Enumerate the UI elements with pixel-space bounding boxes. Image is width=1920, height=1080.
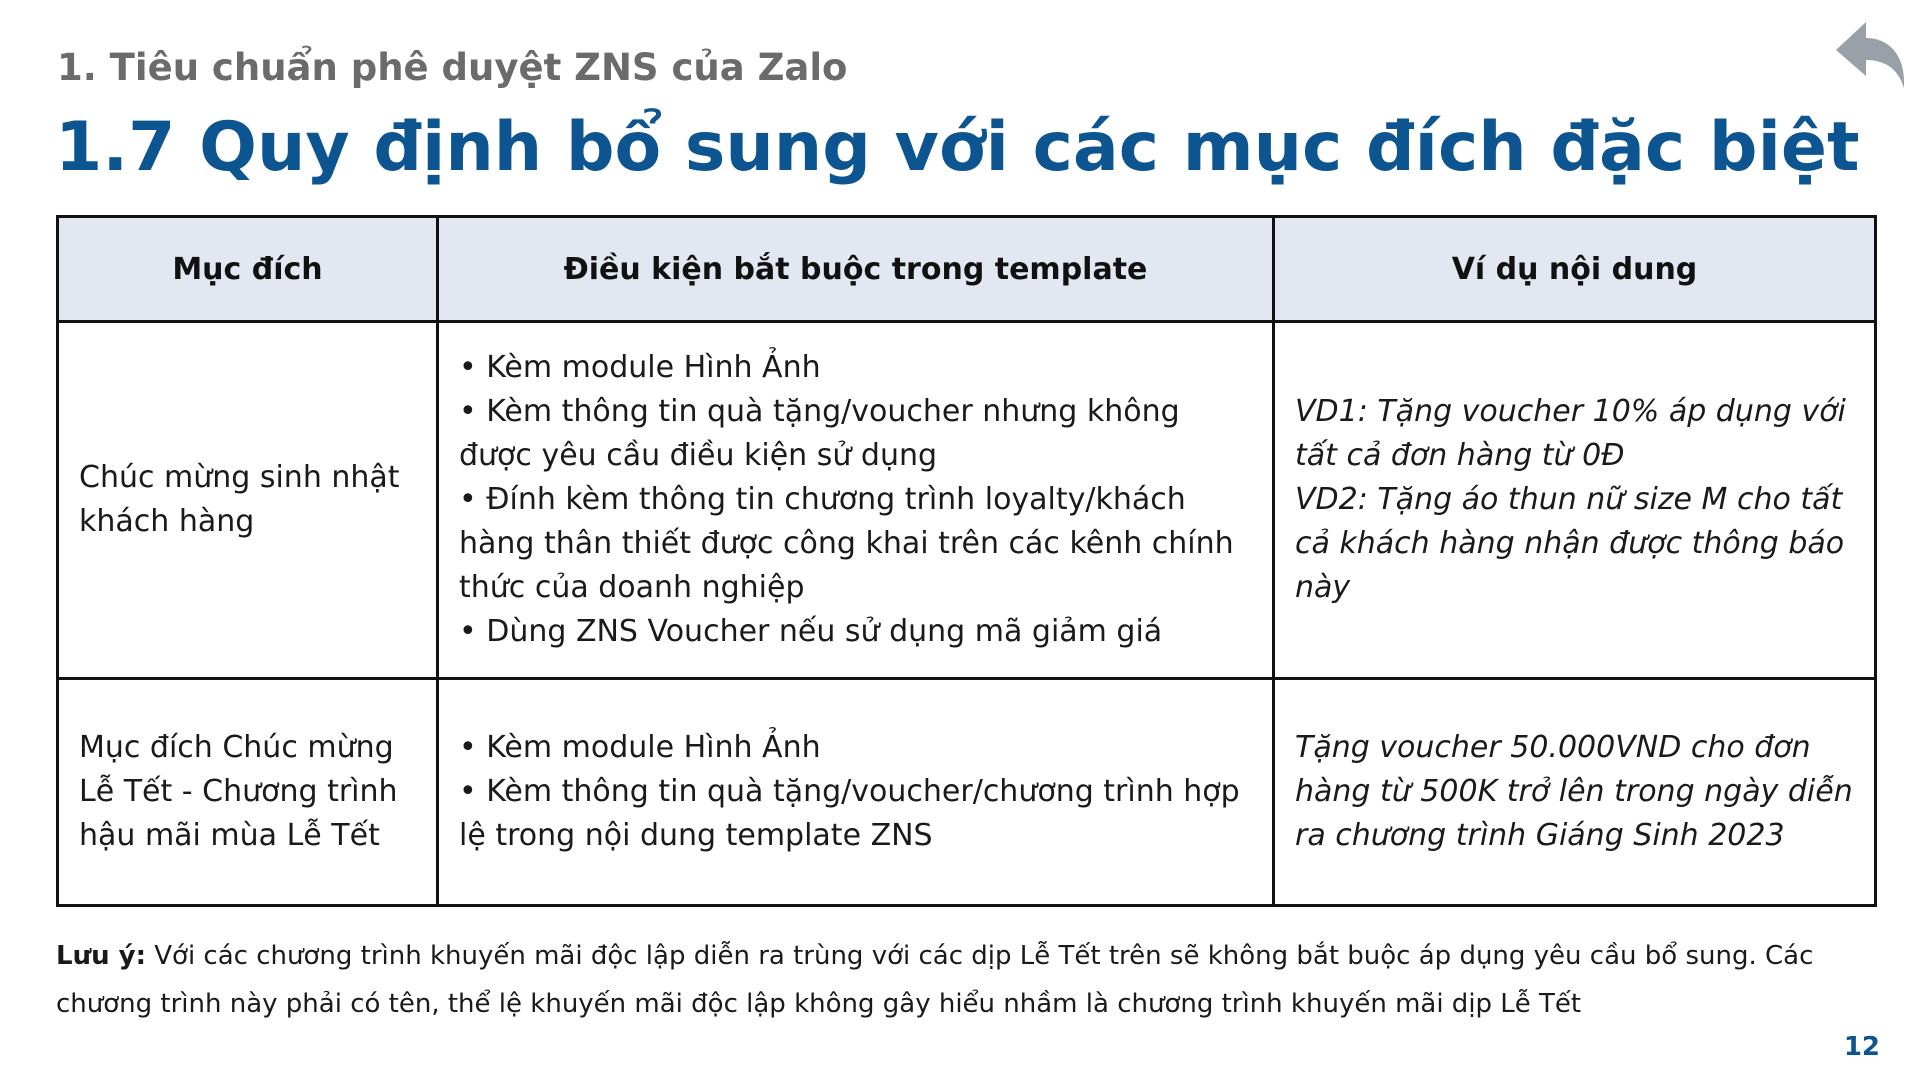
- section-label: 1. Tiêu chuẩn phê duyệt ZNS của Zalo: [57, 46, 848, 89]
- page-number: 12: [1843, 1032, 1880, 1062]
- condition-item: • Kèm thông tin quà tặng/voucher/chương trình hợp lệ trong nội dung template ZNS: [459, 774, 1240, 853]
- purpose-cell: Chúc mừng sinh nhật khách hàng: [58, 322, 438, 679]
- purpose-cell: Mục đích Chúc mừng Lễ Tết - Chương trình hậu mãi mùa Lễ Tết: [58, 679, 438, 906]
- example-item: VD2: Tặng áo thun nữ size M cho tất cả khách hàng nhận được thông báo này: [1295, 482, 1845, 605]
- note-text: Với các chương trình khuyến mãi độc lập diễn ra trùng với các dịp Lễ Tết trên sẽ không bắt buộc áp dụng yêu cầu bổ sung. Các chương trình này phải có tên, thể lệ khuyến mãi độc lập không gây hiểu nhầm là chương trình khuyến mãi dịp Lễ Tết: [56, 941, 1814, 1019]
- condition-item: • Kèm module Hình Ảnh: [459, 730, 821, 765]
- note-label: Lưu ý:: [56, 941, 146, 971]
- back-button[interactable]: [1832, 20, 1908, 96]
- examples-cell: [1274, 322, 1876, 679]
- conditions-cell: [438, 322, 1274, 679]
- back-arrow-icon: [1832, 20, 1908, 96]
- header-purpose: Mục đích: [58, 217, 438, 322]
- condition-item: • Đính kèm thông tin chương trình loyalty/khách hàng thân thiết được công khai trên các kênh chính thức của doanh nghiệp: [459, 482, 1234, 605]
- table-row: [58, 322, 1876, 679]
- table-header-row: [58, 217, 1876, 322]
- examples-cell: [1274, 679, 1876, 906]
- page-title: 1.7 Quy định bổ sung với các mục đích đặc biệt: [55, 108, 1860, 187]
- conditions-list: [459, 346, 1252, 654]
- conditions-list: [459, 726, 1252, 858]
- note: [56, 932, 1816, 1028]
- example-item: VD1: Tặng voucher 10% áp dụng với tất cả đơn hàng từ 0Đ: [1295, 394, 1846, 473]
- condition-item: • Kèm thông tin quà tặng/voucher nhưng không được yêu cầu điều kiện sử dụng: [459, 394, 1180, 473]
- header-conditions: Điều kiện bắt buộc trong template: [438, 217, 1274, 322]
- condition-item: • Kèm module Hình Ảnh: [459, 350, 821, 385]
- rules-table: [56, 215, 1877, 907]
- table-row: [58, 679, 1876, 906]
- condition-item: • Dùng ZNS Voucher nếu sử dụng mã giảm giá: [459, 614, 1163, 649]
- header-examples: Ví dụ nội dung: [1274, 217, 1876, 322]
- conditions-cell: [438, 679, 1274, 906]
- example-item: Tặng voucher 50.000VND cho đơn hàng từ 500K trở lên trong ngày diễn ra chương trình Giáng Sinh 2023: [1295, 730, 1853, 853]
